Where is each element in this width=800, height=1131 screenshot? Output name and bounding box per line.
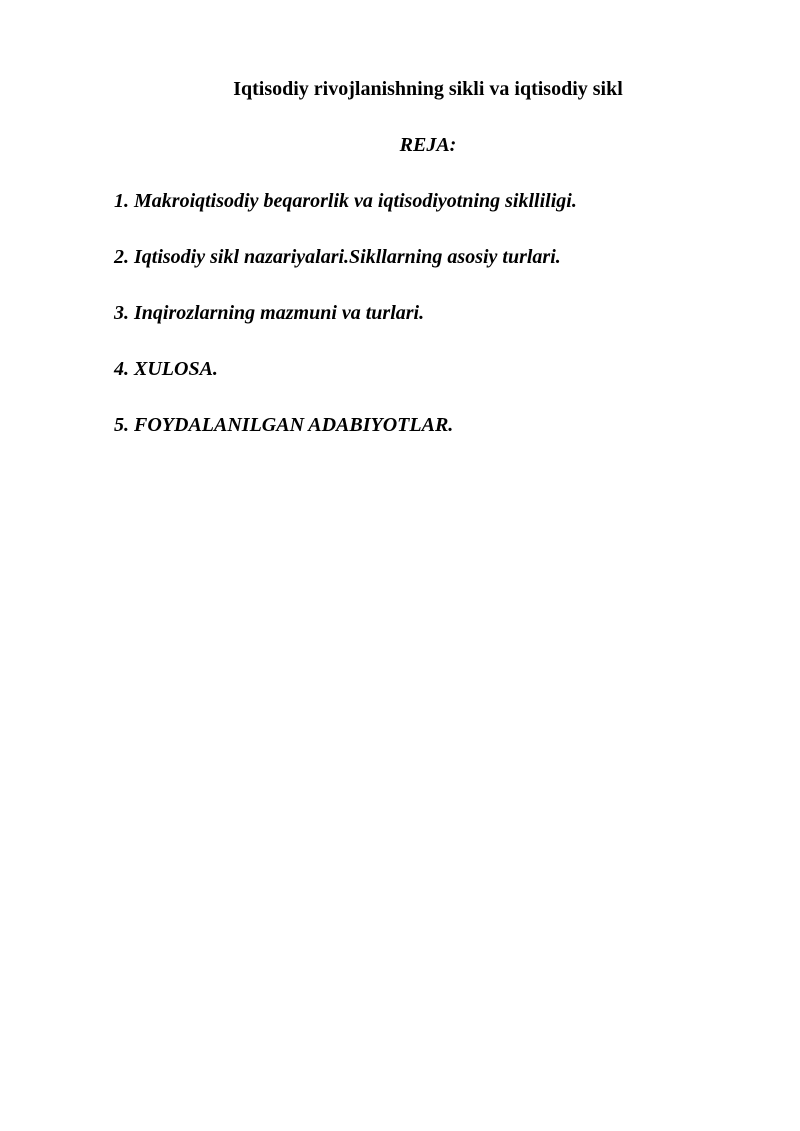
plan-item: 5. FOYDALANILGAN ADABIYOTLAR. xyxy=(114,414,454,436)
plan-heading: REJA: xyxy=(399,134,457,156)
plan-item: 2. Iqtisodiy sikl nazariyalari.Sikllarning asosiy turlari. xyxy=(114,246,561,268)
document-title: Iqtisodiy rivojlanishning sikli va iqtisodiy sikl xyxy=(233,78,623,100)
plan-item: 4. XULOSA. xyxy=(114,358,218,380)
plan-item: 1. Makroiqtisodiy beqarorlik va iqtisodiyotning siklliligi. xyxy=(114,190,577,212)
plan-item: 3. Inqirozlarning mazmuni va turlari. xyxy=(114,302,425,324)
plan-list xyxy=(114,188,577,468)
